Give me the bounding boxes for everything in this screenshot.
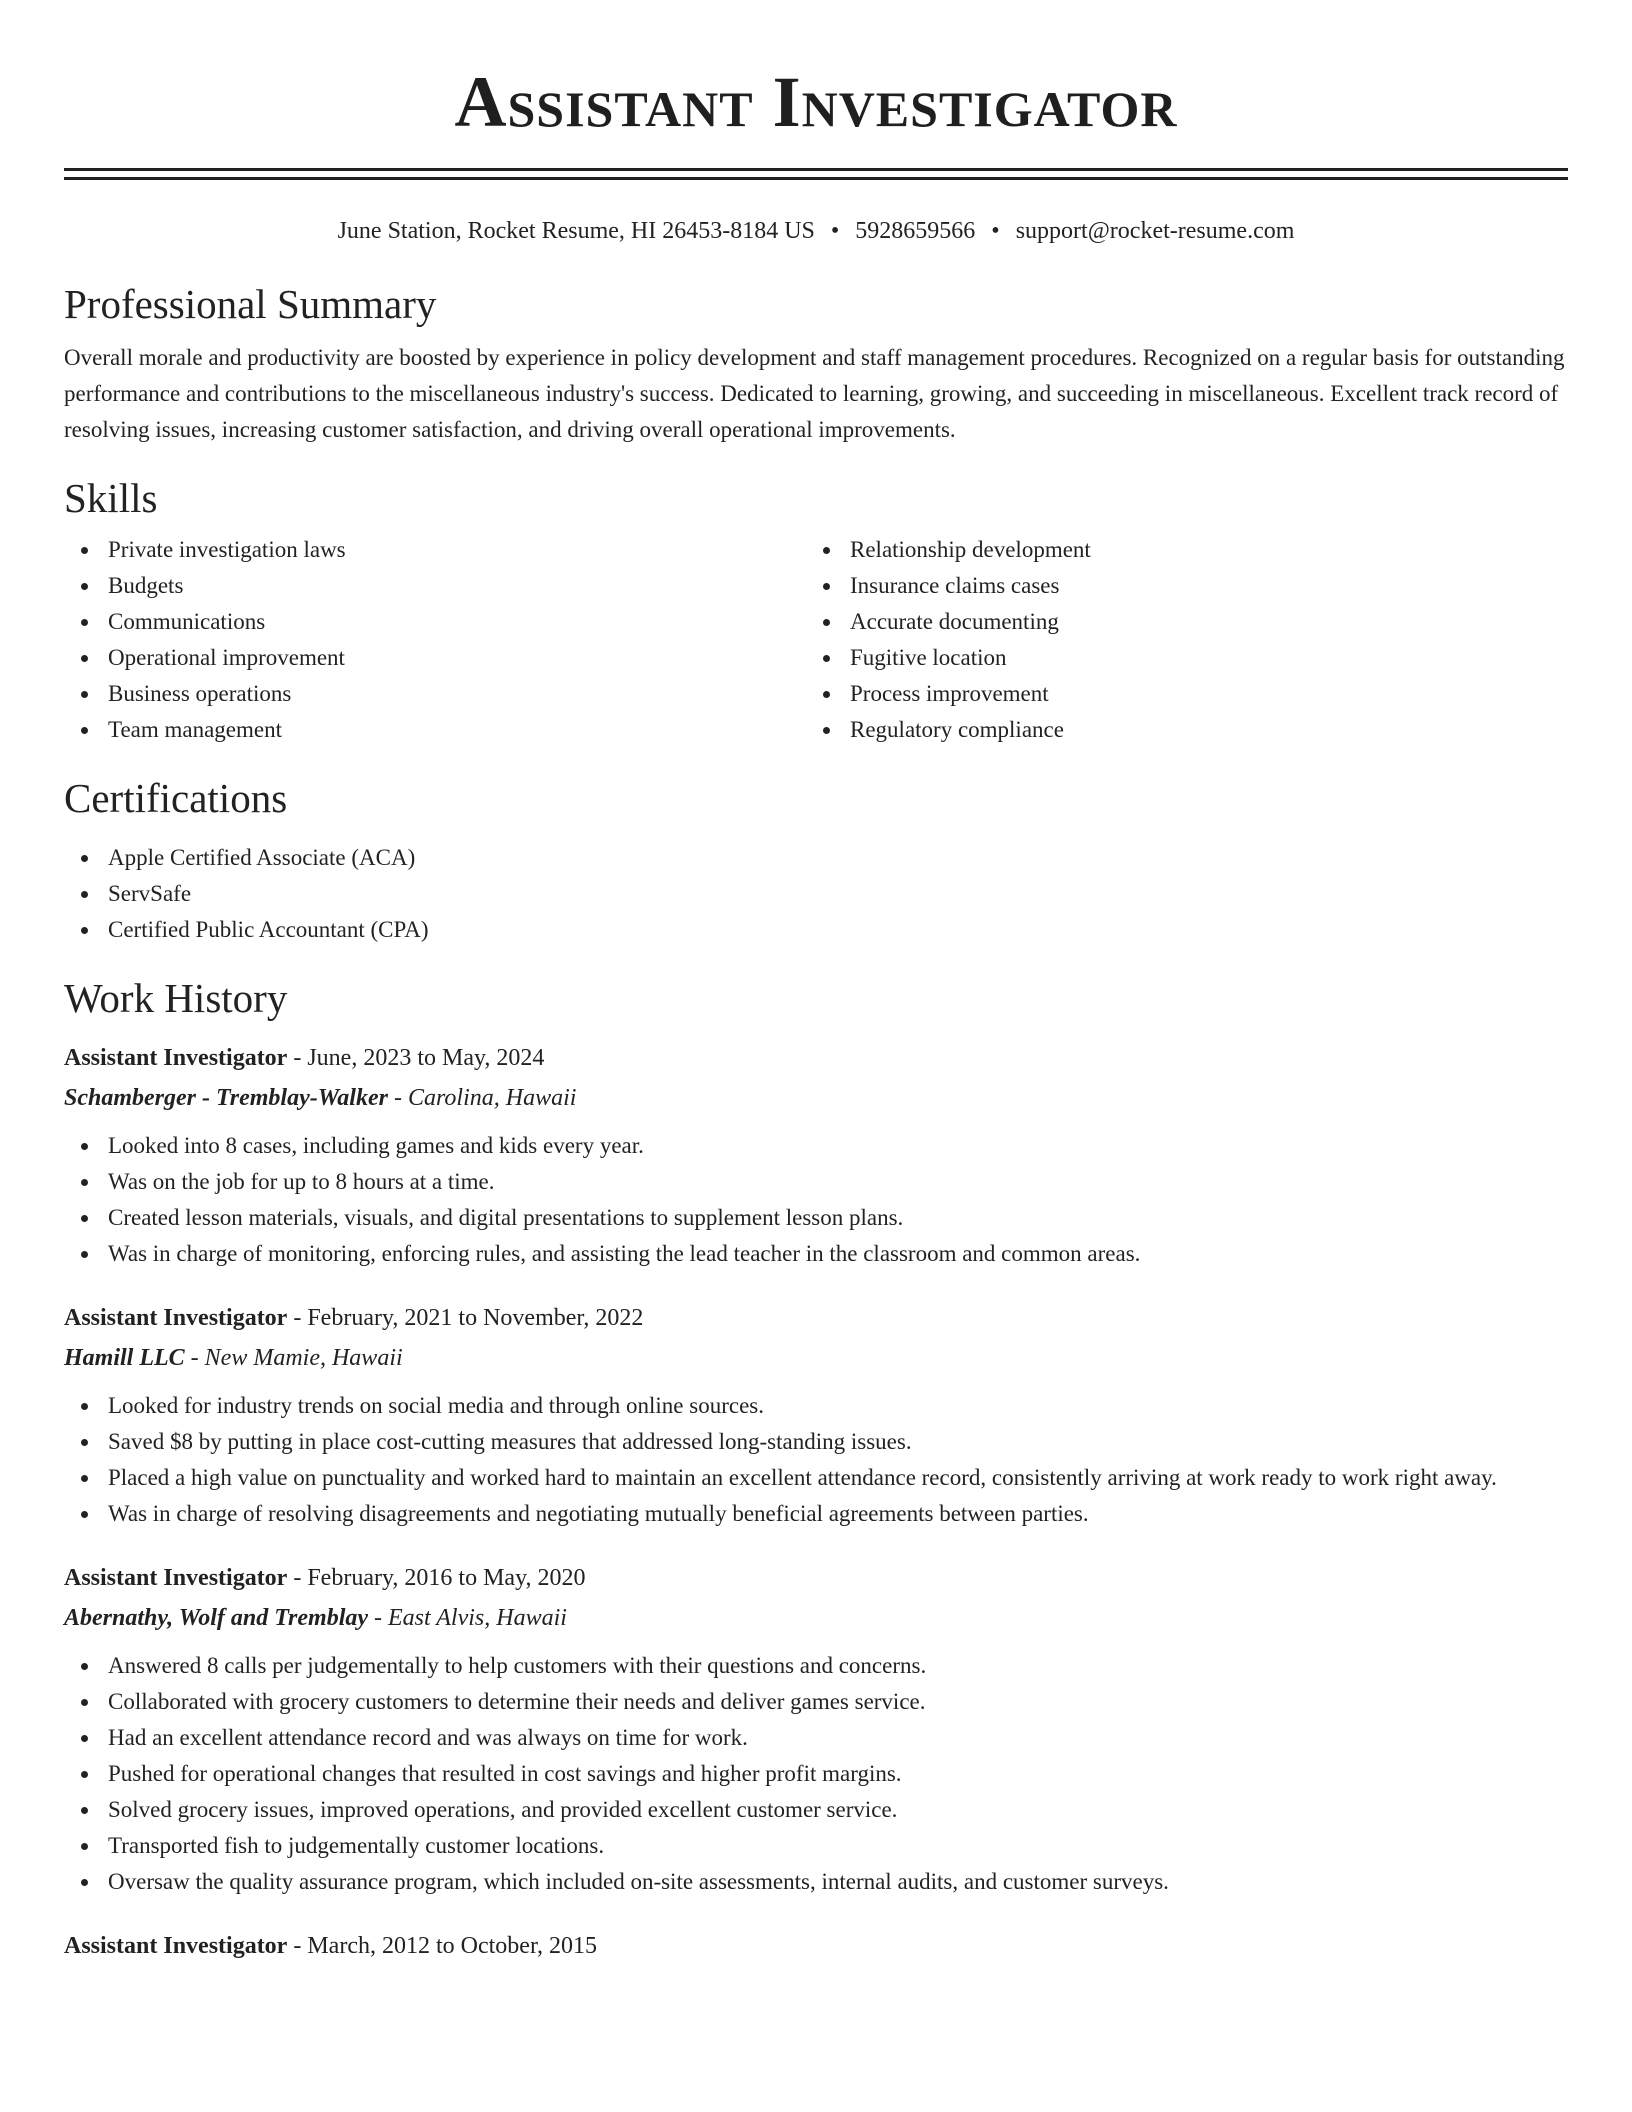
section-title-summary: Professional Summary	[64, 281, 437, 327]
job-bullet: Answered 8 calls per judgementally to help customers with their questions and concerns.	[64, 1648, 1568, 1684]
job-title-line	[64, 1926, 1568, 1966]
job-bullet: Created lesson materials, visuals, and digital presentations to supplement lesson plans.	[64, 1200, 1568, 1236]
contact-line	[64, 216, 1568, 246]
job-bullet: Placed a high value on punctuality and worked hard to maintain an excellent attendance record, consistently arriving at work ready to work right away.	[64, 1460, 1568, 1496]
header-divider-bottom	[64, 177, 1568, 180]
job-title-line	[64, 1038, 1568, 1078]
job-location: - Carolina, Hawaii	[387, 1085, 577, 1111]
job-bullet: Was in charge of monitoring, enforcing rules, and assisting the lead teacher in the classroom and common areas.	[64, 1236, 1568, 1272]
job-title-line	[64, 1298, 1568, 1338]
job-dates: - February, 2016 to May, 2020	[287, 1565, 586, 1591]
skills-column-right	[806, 532, 1548, 748]
skill-item: Regulatory compliance	[806, 712, 1548, 748]
job-bullet: Solved grocery issues, improved operations, and provided excellent customer service.	[64, 1792, 1568, 1828]
certification-item: Apple Certified Associate (ACA)	[64, 840, 1568, 876]
job-company-line	[64, 1078, 1568, 1118]
job-title: Assistant Investigator	[64, 1565, 288, 1591]
job-location: - East Alvis, Hawaii	[368, 1605, 567, 1631]
skill-item: Accurate documenting	[806, 604, 1548, 640]
job-bullets	[64, 1648, 1568, 1900]
job-dates: - February, 2021 to November, 2022	[287, 1305, 644, 1331]
skill-item: Relationship development	[806, 532, 1548, 568]
certification-item: ServSafe	[64, 876, 1568, 912]
job-company: Abernathy, Wolf and Tremblay	[64, 1605, 369, 1631]
skill-item: Fugitive location	[806, 640, 1548, 676]
section-title-work-history: Work History	[64, 975, 288, 1021]
job-entry	[64, 1038, 1568, 1272]
job-company-line	[64, 1598, 1568, 1638]
certifications-list	[64, 840, 1568, 948]
job-bullet: Saved $8 by putting in place cost-cutting measures that addressed long-standing issues.	[64, 1424, 1568, 1460]
job-bullet: Pushed for operational changes that resulted in cost savings and higher profit margins.	[64, 1756, 1568, 1792]
job-bullet: Was in charge of resolving disagreements and negotiating mutually beneficial agreements between parties.	[64, 1496, 1568, 1532]
skills-list-left	[64, 532, 806, 748]
job-bullet: Looked for industry trends on social media and through online sources.	[64, 1388, 1568, 1424]
job-title: Assistant Investigator	[64, 1305, 288, 1331]
job-entry	[64, 1298, 1568, 1532]
skill-item: Private investigation laws	[64, 532, 806, 568]
summary-text: Overall morale and productivity are boosted by experience in policy development and staff management procedures. Recognized on a regular basis for outstanding performance and contributions to the miscellaneous industry's success. Dedicated to learning, growing, and succeeding in miscellaneous. Excellent track record of resolving issues, increasing customer satisfaction, and driving overall operational improvements.	[64, 345, 1565, 442]
skill-item: Communications	[64, 604, 806, 640]
skill-item: Business operations	[64, 676, 806, 712]
job-bullets	[64, 1128, 1568, 1272]
job-bullet: Collaborated with grocery customers to determine their needs and deliver games service.	[64, 1684, 1568, 1720]
job-location: - New Mamie, Hawaii	[184, 1345, 403, 1371]
skill-item: Insurance claims cases	[806, 568, 1548, 604]
contact-email: support@rocket-resume.com	[1015, 218, 1295, 244]
contact-phone: 5928659566	[855, 218, 976, 244]
skills-list-right	[806, 532, 1548, 748]
job-dates: - March, 2012 to October, 2015	[287, 1933, 597, 1959]
skill-item: Budgets	[64, 568, 806, 604]
job-company: Schamberger - Tremblay-Walker	[64, 1085, 388, 1111]
section-title-skills: Skills	[64, 475, 158, 521]
job-dates: - June, 2023 to May, 2024	[287, 1045, 545, 1071]
job-company-line	[64, 1338, 1568, 1378]
job-bullet: Was on the job for up to 8 hours at a time.	[64, 1164, 1568, 1200]
skill-item: Process improvement	[806, 676, 1548, 712]
resume-name-heading: Assistant Investigator	[454, 62, 1178, 142]
job-title: Assistant Investigator	[64, 1045, 288, 1071]
job-title: Assistant Investigator	[64, 1933, 288, 1959]
contact-separator: •	[991, 218, 1000, 244]
job-bullet: Had an excellent attendance record and was always on time for work.	[64, 1720, 1568, 1756]
job-entry	[64, 1558, 1568, 1900]
job-bullet: Looked into 8 cases, including games and kids every year.	[64, 1128, 1568, 1164]
job-bullets	[64, 1388, 1568, 1532]
skill-item: Operational improvement	[64, 640, 806, 676]
contact-separator: •	[830, 218, 840, 244]
skill-item: Team management	[64, 712, 806, 748]
job-company: Hamill LLC	[64, 1345, 185, 1371]
resume-page	[64, 0, 1568, 1966]
job-bullet: Transported fish to judgementally customer locations.	[64, 1828, 1568, 1864]
section-title-certifications: Certifications	[64, 775, 288, 821]
contact-address: June Station, Rocket Resume, HI 26453-8184 US	[337, 218, 815, 244]
job-title-line	[64, 1558, 1568, 1598]
skills-columns	[64, 532, 1568, 748]
job-entry	[64, 1926, 1568, 1966]
skills-column-left	[64, 532, 806, 748]
job-bullet: Oversaw the quality assurance program, which included on-site assessments, internal audits, and customer surveys.	[64, 1864, 1568, 1900]
certification-item: Certified Public Accountant (CPA)	[64, 912, 1568, 948]
header-divider-top	[64, 168, 1568, 171]
